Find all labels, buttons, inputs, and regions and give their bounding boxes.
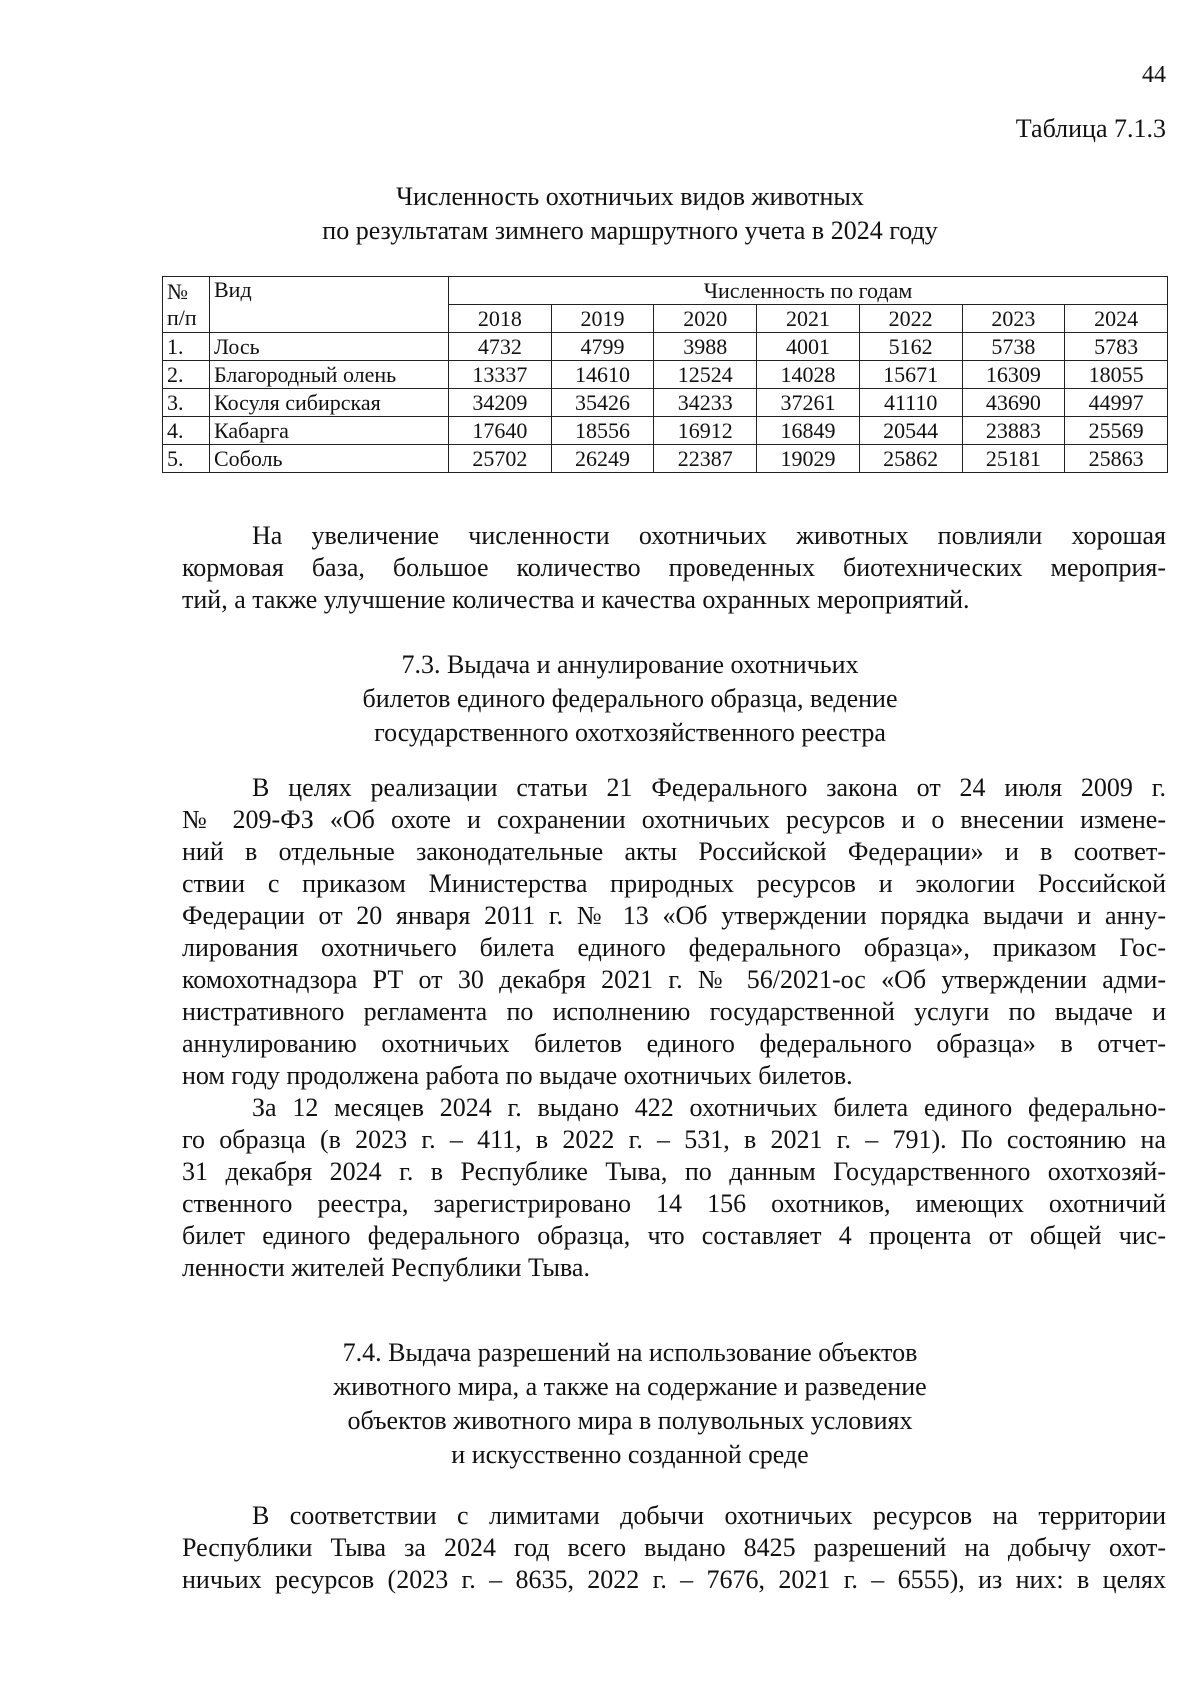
heading-line: 7.3. Выдача и аннулирование охотничьих: [401, 650, 859, 679]
row-value: 34233: [654, 389, 757, 417]
row-no: 3.: [163, 389, 210, 417]
paragraph-line: В соответствии с лимитами добычи охотничьих ресурсов на территории: [252, 1501, 1166, 1530]
row-value: 3988: [654, 333, 757, 361]
year-cell: 2022: [859, 305, 962, 333]
table-title-line: по результатам зимнего маршрутного учета в 2024 году: [322, 216, 938, 245]
header-no: [163, 277, 210, 333]
row-no: 5.: [163, 445, 210, 473]
heading-line: животного мира, а также на содержание и разведение: [333, 1372, 927, 1401]
paragraph-line: ственного реестра, зарегистрировано 14 156 охотников, имеющих охотничий: [182, 1189, 1166, 1218]
row-value: 25702: [449, 445, 552, 473]
population-table: [162, 276, 1168, 473]
row-value: 4799: [551, 333, 654, 361]
row-value: 25862: [859, 445, 962, 473]
row-species: Лось: [210, 333, 449, 361]
paragraph-line: го образца (в 2023 г. – 411, в 2022 г. – 531, в 2021 г. – 791). По состоянию на: [182, 1125, 1166, 1154]
row-value: 34209: [449, 389, 552, 417]
row-value: 19029: [757, 445, 860, 473]
header-species: Вид: [210, 277, 449, 333]
table-row: [163, 417, 1168, 445]
paragraph-permits: [182, 1500, 1166, 1596]
row-value: 16912: [654, 417, 757, 445]
row-value: 5738: [962, 333, 1065, 361]
paragraph-line: ничьих ресурсов (2023 г. – 8635, 2022 г. – 7676, 2021 г. – 6555), из них: в целях: [182, 1565, 1166, 1594]
row-value: 25181: [962, 445, 1065, 473]
row-species: Кабарга: [210, 417, 449, 445]
row-value: 17640: [449, 417, 552, 445]
heading-line: государственного охотхозяйственного реестра: [374, 718, 886, 747]
paragraph-line: ленности жителей Республики Тыва.: [182, 1253, 590, 1282]
paragraph-line: ном году продолжена работа по выдаче охотничьих билетов.: [182, 1061, 853, 1090]
row-value: 25863: [1065, 445, 1168, 473]
row-value: 14610: [551, 361, 654, 389]
row-value: 5783: [1065, 333, 1168, 361]
row-value: 14028: [757, 361, 860, 389]
row-value: 16309: [962, 361, 1065, 389]
year-cell: 2019: [551, 305, 654, 333]
paragraph-line: нистративного регламента по исполнению государственной услуги по выдаче и: [182, 997, 1166, 1026]
row-species: Соболь: [210, 445, 449, 473]
paragraph-factors: [182, 520, 1166, 616]
paragraph-line: кормовая база, большое количество проведенных биотехнических мероприя-: [182, 553, 1166, 582]
paragraph-line: На увеличение численности охотничьих животных повлияли хорошая: [252, 521, 1166, 550]
paragraph-line: № 209-ФЗ «Об охоте и сохранении охотничьих ресурсов и о внесении измене-: [182, 805, 1166, 834]
row-value: 20544: [859, 417, 962, 445]
table-row: [163, 389, 1168, 417]
row-value: 12524: [654, 361, 757, 389]
paragraph-line: В целях реализации статьи 21 Федерального закона от 24 июля 2009 г.: [252, 773, 1166, 802]
paragraph-line: аннулированию охотничьих билетов единого федерального образца» в отчет-: [182, 1029, 1166, 1058]
row-value: 5162: [859, 333, 962, 361]
paragraph-legal-basis: [182, 772, 1166, 1092]
header-no-line: №: [167, 278, 188, 304]
header-no-line: п/п: [167, 304, 197, 330]
row-no: 4.: [163, 417, 210, 445]
row-value: 4001: [757, 333, 860, 361]
paragraph-line: тий, а также улучшение количества и качества охранных мероприятий.: [182, 585, 970, 614]
table-header-row: [163, 277, 1168, 305]
row-species: Косуля сибирская: [210, 389, 449, 417]
row-value: 35426: [551, 389, 654, 417]
table-label: Таблица 7.1.3: [1015, 114, 1166, 143]
heading-line: билетов единого федерального образца, ведение: [362, 684, 898, 713]
row-value: 4732: [449, 333, 552, 361]
row-value: 43690: [962, 389, 1065, 417]
row-no: 1.: [163, 333, 210, 361]
page-number: 44: [1142, 62, 1166, 88]
heading-line: 7.4. Выдача разрешений на использование объектов: [342, 1338, 918, 1367]
year-cell: 2021: [757, 305, 860, 333]
row-value: 13337: [449, 361, 552, 389]
paragraph-line: За 12 месяцев 2024 г. выдано 422 охотничьих билета единого федерально-: [252, 1093, 1166, 1122]
table-title-line: Численность охотничьих видов животных: [396, 182, 864, 211]
heading-line: и искусственно созданной среде: [451, 1440, 809, 1469]
row-value: 18055: [1065, 361, 1168, 389]
year-cell: 2020: [654, 305, 757, 333]
row-value: 26249: [551, 445, 654, 473]
table-row: [163, 445, 1168, 473]
row-value: 23883: [962, 417, 1065, 445]
paragraph-line: билет единого федерального образца, что составляет 4 процента от общей чис-: [182, 1221, 1166, 1250]
paragraph-line: 31 декабря 2024 г. в Республике Тыва, по данным Государственного охотхозяй-: [182, 1157, 1166, 1186]
year-cell: 2023: [962, 305, 1065, 333]
row-value: 41110: [859, 389, 962, 417]
section-heading-7-3: [30, 648, 1200, 750]
row-species: Благородный олень: [210, 361, 449, 389]
paragraph-line: комохотнадзора РТ от 30 декабря 2021 г. № 56/2021-ос «Об утверждении адми-: [182, 965, 1166, 994]
paragraph-line: ствии с приказом Министерства природных ресурсов и экологии Российской: [182, 869, 1166, 898]
row-value: 16849: [757, 417, 860, 445]
paragraph-line: Республики Тыва за 2024 год всего выдано 8425 разрешений на добычу охот-: [182, 1533, 1166, 1562]
paragraph-line: лирования охотничьего билета единого федерального образца», приказом Гос-: [182, 933, 1166, 962]
row-value: 22387: [654, 445, 757, 473]
heading-line: объектов животного мира в полувольных условиях: [347, 1406, 913, 1435]
paragraph-line: Федерации от 20 января 2011 г. № 13 «Об утверждении порядка выдачи и анну-: [182, 901, 1166, 930]
header-group: Численность по годам: [449, 277, 1168, 305]
year-cell: 2018: [449, 305, 552, 333]
table-title: [30, 180, 1200, 248]
table-row: [163, 333, 1168, 361]
year-cell: 2024: [1065, 305, 1168, 333]
row-no: 2.: [163, 361, 210, 389]
row-value: 37261: [757, 389, 860, 417]
table-row: [163, 361, 1168, 389]
row-value: 18556: [551, 417, 654, 445]
row-value: 25569: [1065, 417, 1168, 445]
paragraph-line: ний в отдельные законодательные акты Российской Федерации» и в соответ-: [182, 837, 1166, 866]
section-heading-7-4: [30, 1336, 1200, 1472]
paragraph-tickets-issued: [182, 1092, 1166, 1284]
row-value: 44997: [1065, 389, 1168, 417]
row-value: 15671: [859, 361, 962, 389]
